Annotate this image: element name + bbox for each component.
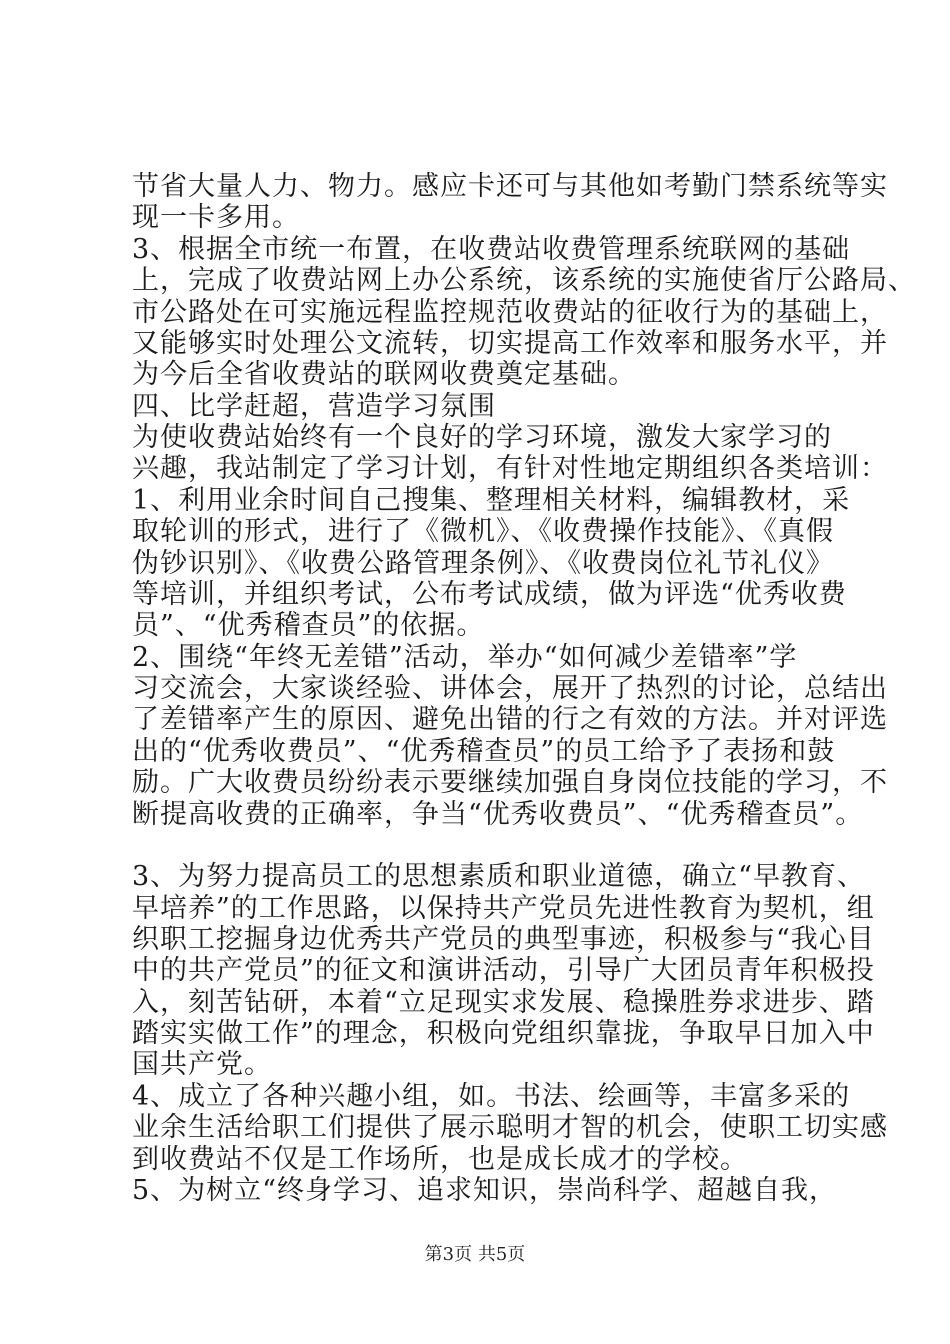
text-line: 兴趣，我站制定了学习计划，有针对性地定期组织各类培训： <box>132 453 888 485</box>
text-line: 织职工挖掘身边优秀共产党员的典型事迹，积极参与“我心目 <box>132 923 875 955</box>
text-line: 2、围绕“年终无差错”活动，举办“如何减少差错率”学 <box>132 641 798 673</box>
text-line: 踏实实做工作”的理念，积极向党组织靠拢，争取早日加入中 <box>132 1018 875 1050</box>
text-line: 断提高收费的正确率，争当“优秀收费员”、“优秀稽查员”。 <box>132 798 864 830</box>
text-line: 等培训，并组织考试，公布考试成绩，做为评选“优秀收费 <box>132 578 847 610</box>
text-line: 出的“优秀收费员”、“优秀稽查员”的员工给予了表扬和鼓 <box>132 735 836 767</box>
section-heading: 四、比学赶超，营造学习氛围 <box>132 390 496 422</box>
text-line: 习交流会，大家谈经验、讲体会，展开了热烈的讨论，总结出 <box>132 673 888 705</box>
text-line: 3、根据全市统一布置，在收费站收费管理系统联网的基础 <box>132 233 851 265</box>
text-line: 取轮训的形式，进行了《微机》、《收费操作技能》、《真假 <box>132 516 834 548</box>
text-line: 为今后全省收费站的联网收费奠定基础。 <box>132 359 636 391</box>
text-line: 了差错率产生的原因、避免出错的行之有效的方法。并对评选 <box>132 704 888 736</box>
text-line: 节省大量人力、物力。感应卡还可与其他如考勤门禁系统等实 <box>132 171 888 202</box>
text-line: 5、为树立“终身学习、追求知识，崇尚科学、超越自我， <box>132 1175 837 1206</box>
text-line: 市公路处在可实施远程监控规范收费站的征收行为的基础上， <box>132 296 888 328</box>
text-line: 到收费站不仅是工作场所，也是成长成才的学校。 <box>132 1143 748 1175</box>
text-line: 又能够实时处理公文流转，切实提高工作效率和服务水平，并 <box>132 327 888 359</box>
text-line: 中的共产党员”的征文和演讲活动，引导广大团员青年积极投 <box>132 955 875 987</box>
text-line: 员”、“优秀稽查员”的依据。 <box>132 610 485 642</box>
text-line: 4、成立了各种兴趣小组，如。书法、绘画等，丰富多采的 <box>132 1080 851 1112</box>
text-line: 业余生活给职工们提供了展示聪明才智的机会，使职工切实感 <box>132 1112 888 1144</box>
text-line: 伪钞识别》、《收费公路管理条例》、《收费岗位礼节礼仪》 <box>132 547 834 579</box>
text-line: 励。广大收费员纷纷表示要继续加强自身岗位技能的学习，不 <box>132 767 888 799</box>
text-line: 早培养”的工作思路，以保持共产党员先进性教育为契机，组 <box>132 892 875 924</box>
text-line: 现一卡多用。 <box>132 202 300 234</box>
text-line: 为使收费站始终有一个良好的学习环境，激发大家学习的 <box>132 422 832 454</box>
page-footer: 第3页 共5页 <box>424 1244 526 1265</box>
text-line: 入，刻苦钻研，本着“立足现实求发展、稳操胜券求进步、踏 <box>132 986 875 1018</box>
text-line: 上，完成了收费站网上办公系统，该系统的实施使省厅公路局、 <box>132 265 916 297</box>
text-line: 3、为努力提高员工的思想素质和职业道德，确立“早教育、 <box>132 861 865 893</box>
text-line: 1、利用业余时间自己搜集、整理相关材料，编辑教材，采 <box>132 484 851 516</box>
text-line: 国共产党。 <box>132 1049 272 1081</box>
